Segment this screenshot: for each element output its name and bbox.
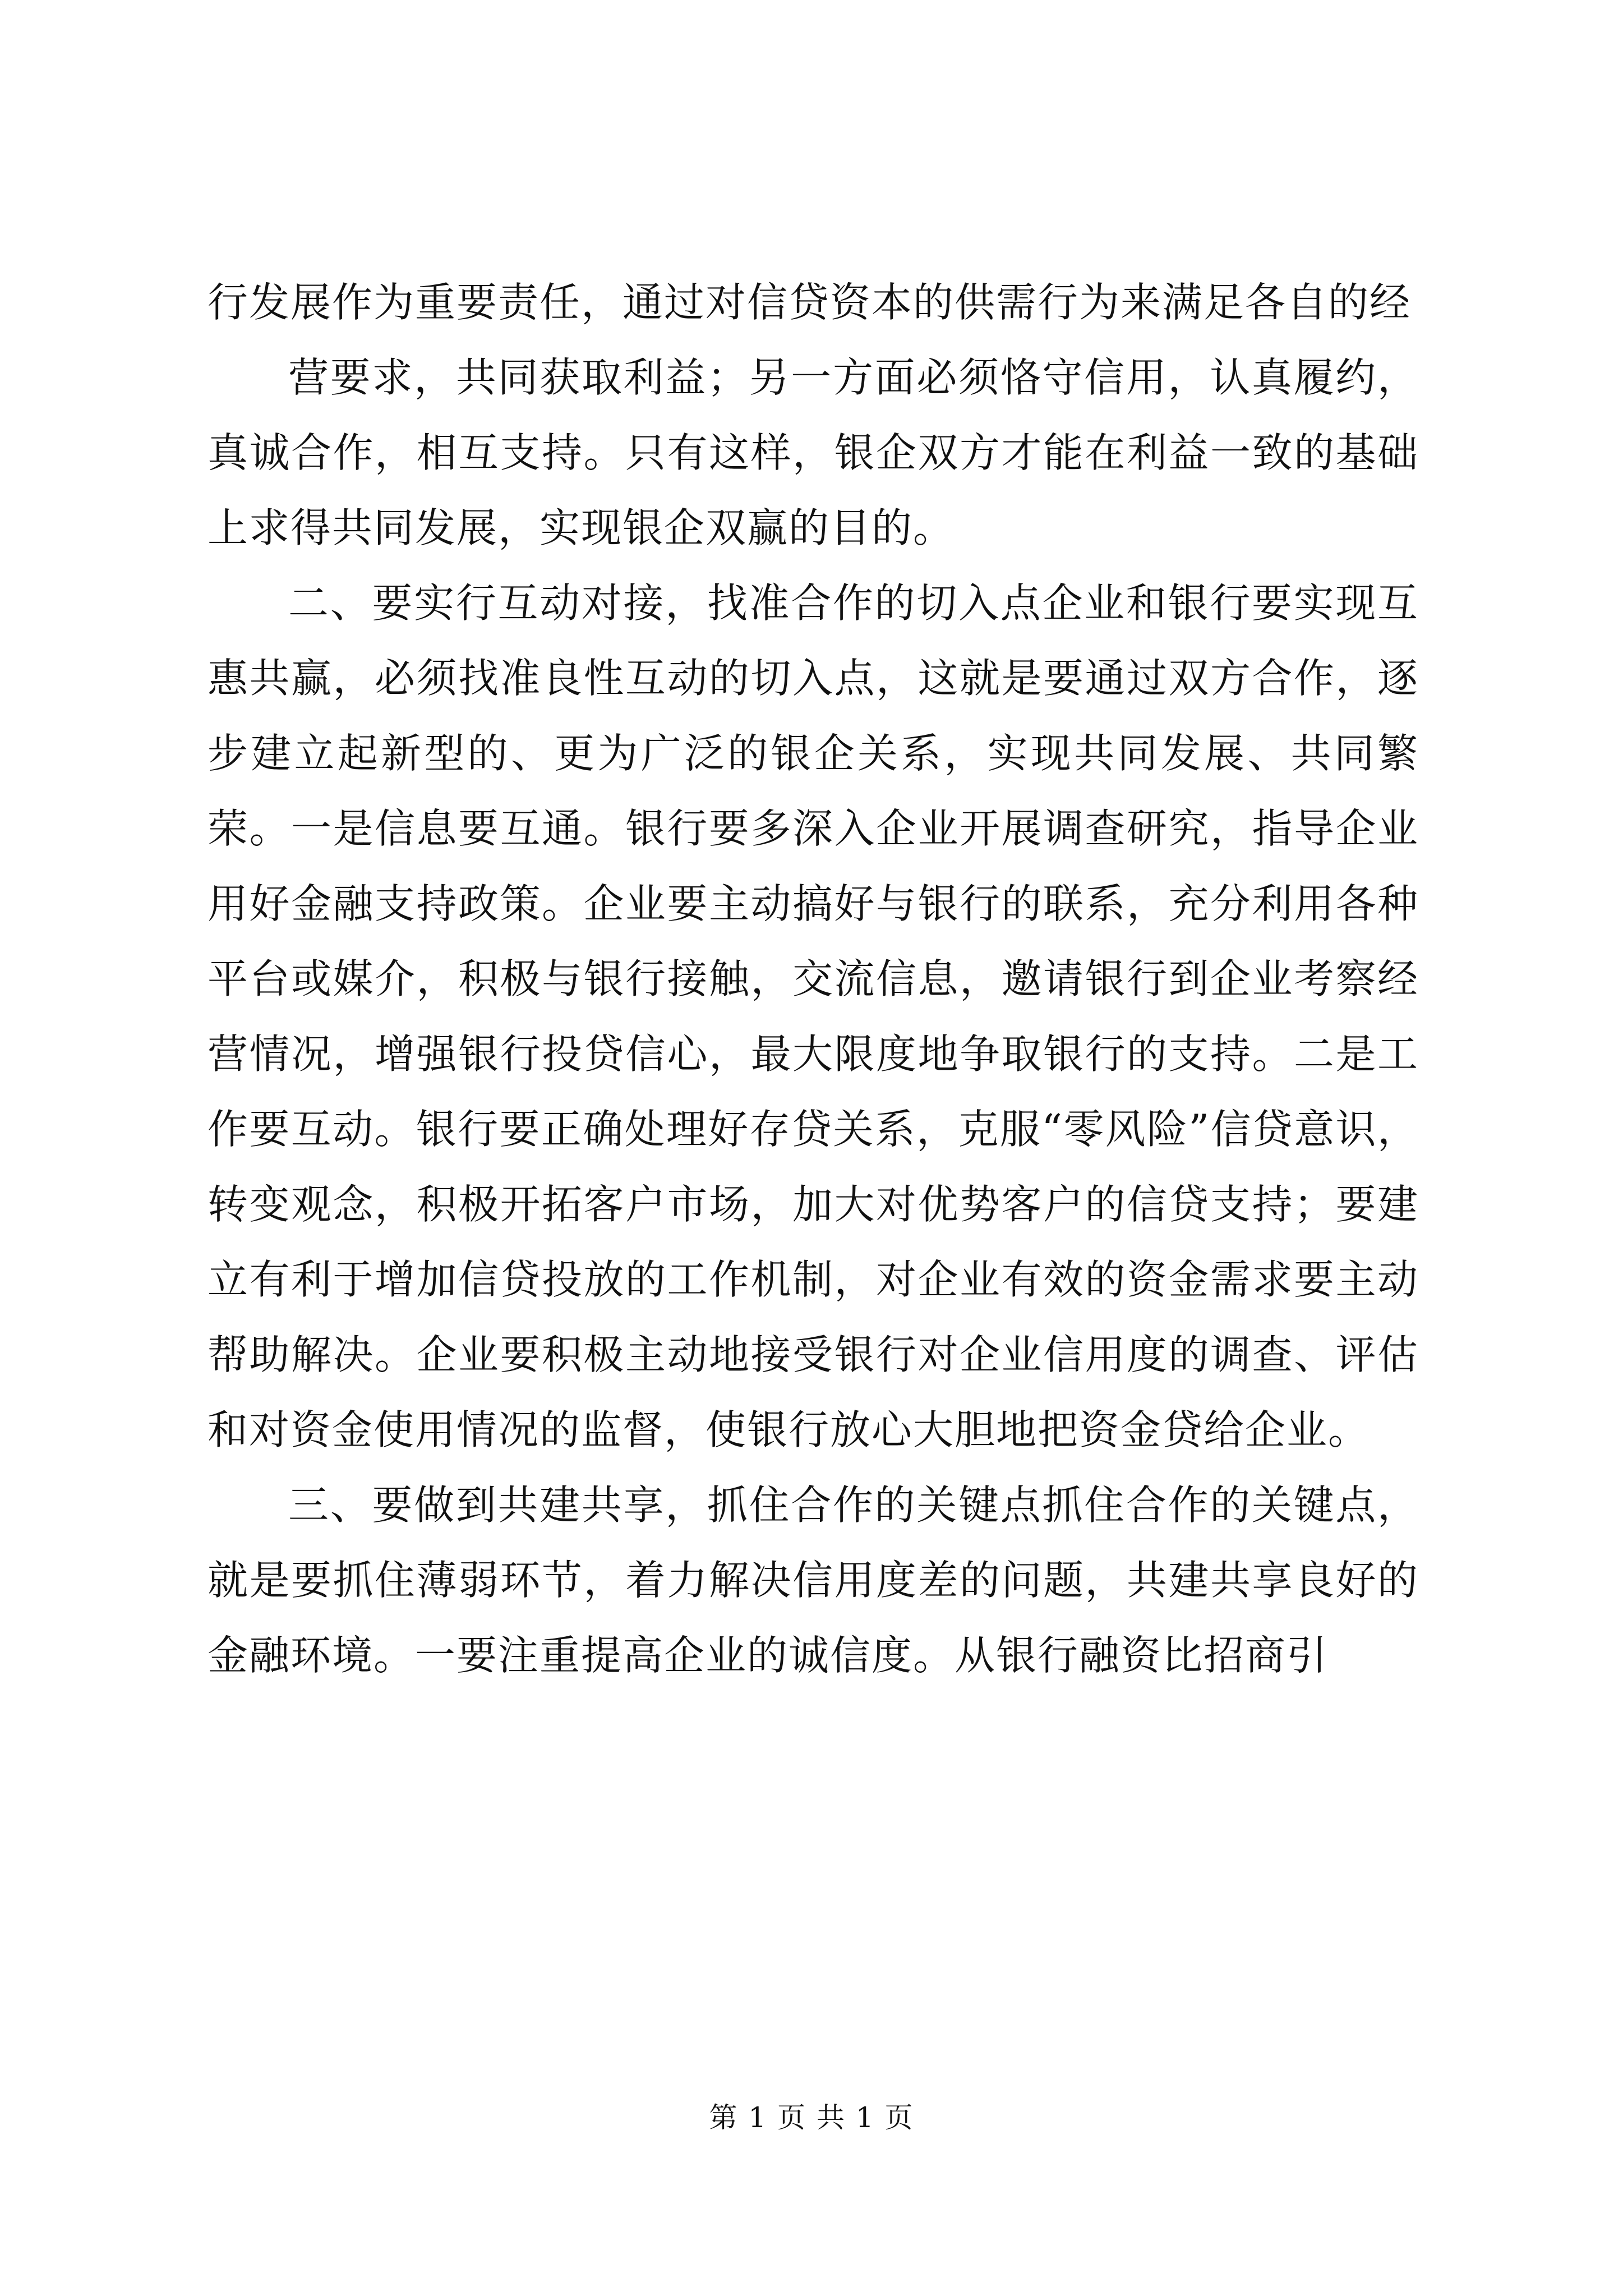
paragraph-2: 二、要实行互动对接，找准合作的切入点企业和银行要实现互惠共赢，必须找准良性互动的切入点，这就是要通过双方合作，逐步建立起新型的、更为广泛的银企关系，实现共同发展、共同繁荣。一是信息要互通。银行要多深入企业开展调查研究，指导企业用好金融支持政策。企业要主动搞好与银行的联系，充分利用各种平台或媒介，积极与银行接触，交流信息，邀请银行到企业考察经营情况，增强银行投贷信心，最大限度地争取银行的支持。二是工作要互动。银行要正确处理好存贷关系，克服“零风险”信贷意识，转变观念，积极开拓客户市场，加大对优势客户的信贷支持；要建立有利于增加信贷投放的工作机制，对企业有效的资金需求要主动帮助解决。企业要积极主动地接受银行对企业信用度的调查、评估和对资金使用情况的监督，使银行放心大胆地把资金贷给企业。 [208, 579, 1419, 1453]
paragraph-continuation: 行发展作为重要责任，通过对信贷资本的供需行为来满足各自的经 [208, 279, 1412, 326]
document-body [208, 265, 1419, 1693]
page-number-footer: 第 1 页 共 1 页 [709, 2101, 914, 2134]
paragraph-3: 三、要做到共建共享，抓住合作的关键点抓住合作的关键点，就是要抓住薄弱环节，着力解决信用度差的问题，共建共享良好的金融环境。一要注重提高企业的诚信度。从银行融资比招商引 [208, 1481, 1419, 1679]
paragraph-1: 营要求，共同获取利益；另一方面必须恪守信用，认真履约，真诚合作，相互支持。只有这样，银企双方才能在利益一致的基础上求得共同发展，实现银企双赢的目的。 [208, 354, 1419, 551]
